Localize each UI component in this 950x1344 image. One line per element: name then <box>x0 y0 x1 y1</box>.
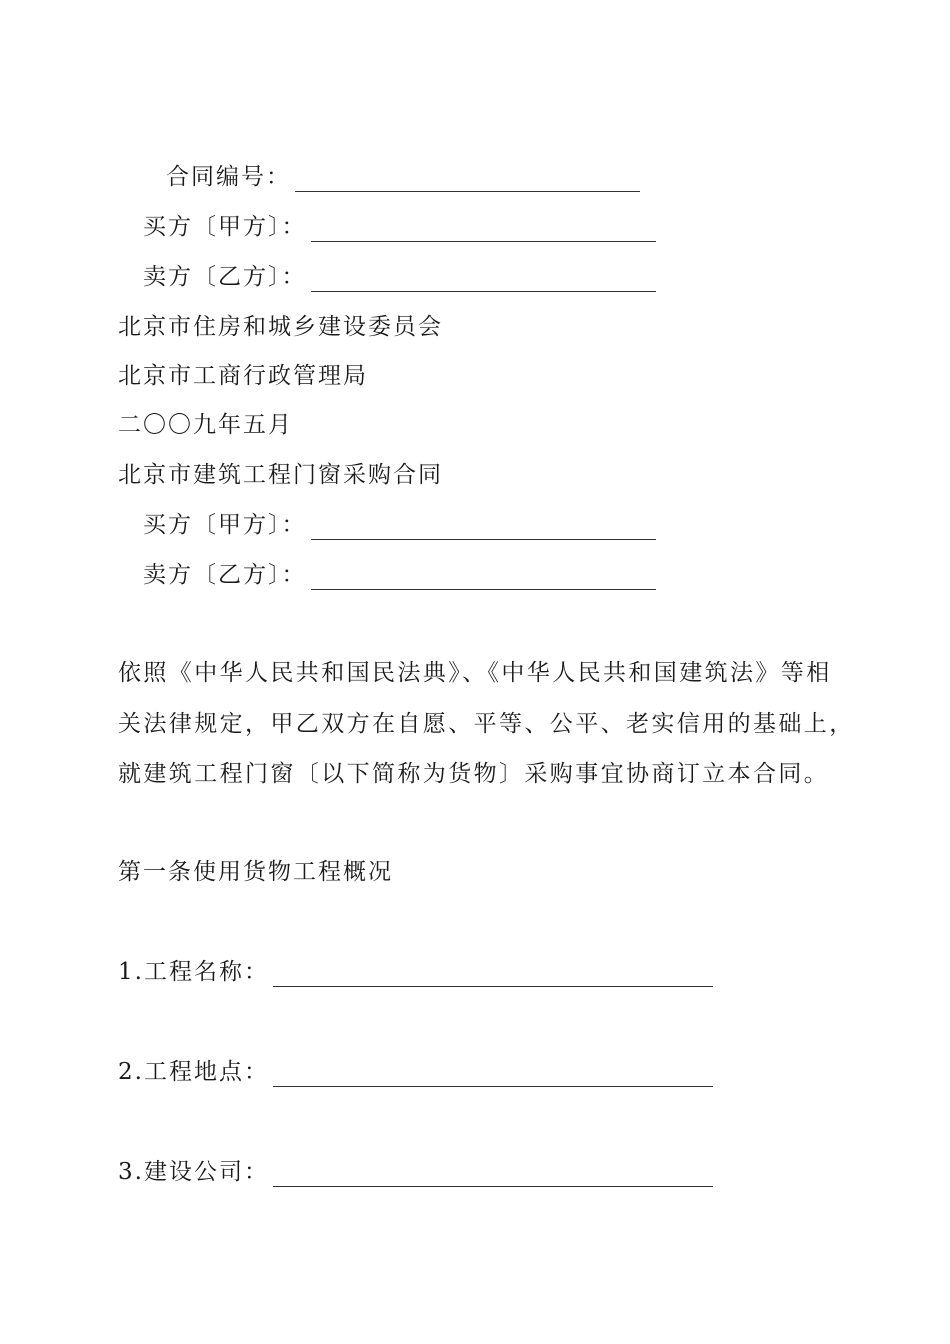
buyer-field-header <box>143 212 656 242</box>
issue-date: 二〇〇九年五月 <box>118 412 293 438</box>
contract-number-field <box>166 162 640 192</box>
project-location-field <box>118 1057 713 1087</box>
preamble-line-3: 就建筑工程门窗〔以下简称为货物〕采购事宜协商订立本合同。 <box>118 761 830 787</box>
issuer-line-2: 北京市工商行政管理局 <box>118 363 368 389</box>
contract-title: 北京市建筑工程门窗采购合同 <box>118 462 443 488</box>
preamble-line-2: 关法律规定，甲乙双方在自愿、平等、公平、老实信用的基础上， <box>118 711 855 737</box>
seller-blank[interactable] <box>311 567 656 590</box>
project-location-label: 2.工程地点： <box>118 1059 269 1085</box>
construction-company-label: 3.建设公司： <box>118 1159 269 1185</box>
contract-number-blank[interactable] <box>295 169 640 192</box>
seller-label-header: 卖方〔乙方〕： <box>143 264 307 290</box>
article-1-heading: 第一条使用货物工程概况 <box>118 859 393 885</box>
project-name-label: 1.工程名称： <box>118 959 269 985</box>
seller-label: 卖方〔乙方〕： <box>143 562 307 588</box>
contract-number-label: 合同编号： <box>166 164 291 190</box>
project-name-field <box>118 957 713 987</box>
buyer-blank[interactable] <box>311 517 656 540</box>
seller-blank-header[interactable] <box>311 269 656 292</box>
buyer-field <box>143 510 656 540</box>
issuer-line-1: 北京市住房和城乡建设委员会 <box>118 314 443 340</box>
buyer-label-header: 买方〔甲方〕： <box>143 214 307 240</box>
seller-field <box>143 560 656 590</box>
buyer-blank-header[interactable] <box>311 219 656 242</box>
project-name-blank[interactable] <box>273 964 713 987</box>
project-location-blank[interactable] <box>273 1064 713 1087</box>
construction-company-field <box>118 1157 713 1187</box>
seller-field-header <box>143 262 656 292</box>
preamble-line-1: 依照《中华人民共和国民法典》、《中华人民共和国建筑法》等相 <box>118 660 832 686</box>
construction-company-blank[interactable] <box>273 1164 713 1187</box>
buyer-label: 买方〔甲方〕： <box>143 512 307 538</box>
